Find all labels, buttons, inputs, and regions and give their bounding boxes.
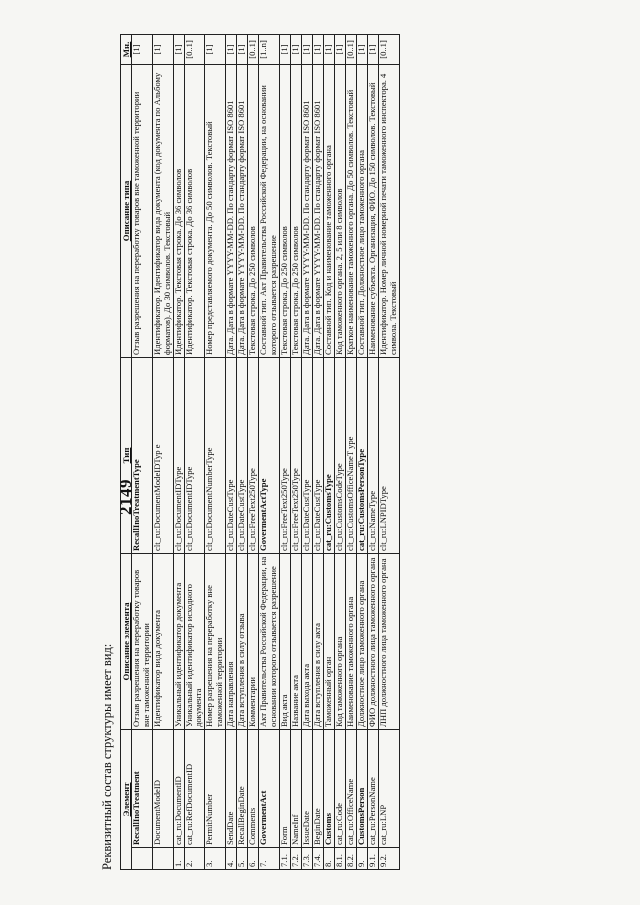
type-cell: clt_ru:CustomsOfficeNameT ype bbox=[345, 357, 356, 553]
element-name-cell: IssueDate bbox=[301, 729, 312, 847]
row-number-cell: 8.2. bbox=[345, 848, 356, 870]
type-cell: clt_ru:DateCustType bbox=[301, 357, 312, 553]
element-desc-cell: Код таможенного органа bbox=[334, 553, 345, 729]
element-name-cell: cat_ru:OfficeName bbox=[345, 729, 356, 847]
element-name-cell: NameInf bbox=[290, 729, 301, 847]
element-name-cell: cat_ru:DocumentID bbox=[173, 729, 184, 847]
table-body bbox=[132, 34, 400, 869]
row-number-cell: 2. bbox=[184, 848, 205, 870]
type-desc-cell: Номер представляемого документа. До 50 символов. Текстовый bbox=[205, 64, 226, 357]
row-number-cell: 8. bbox=[323, 848, 334, 870]
header-type-desc: Описание типа bbox=[121, 64, 132, 357]
row-number-cell: 8.1. bbox=[334, 848, 345, 870]
type-cell: clt_ru:FreeText250Type bbox=[279, 357, 290, 553]
header-element-desc: Описание элемента bbox=[121, 553, 132, 729]
element-name-cell: cat_ru:Code bbox=[334, 729, 345, 847]
row-number-cell bbox=[132, 848, 153, 870]
type-cell: cat_ru:CustomsPersonType bbox=[356, 357, 367, 553]
type-desc-cell: Составной тип. Должностное лицо таможенного органа bbox=[356, 64, 367, 357]
type-desc-cell: Наименование субъекта. Организация, ФИО. До 150 символов. Текстовый bbox=[367, 64, 378, 357]
type-cell: clt_ru:DocumentModeIDTyp e bbox=[152, 357, 173, 553]
table-row bbox=[205, 34, 226, 869]
row-number-cell: 9.2. bbox=[378, 848, 399, 870]
type-desc-cell: Идентификатор. Номер личной номерной печати таможенного инспектора. 4 символа. Текстовый bbox=[378, 64, 399, 357]
table-row bbox=[132, 34, 153, 869]
table-row bbox=[290, 34, 301, 869]
type-cell: clt_ru:CustomsCodeType bbox=[334, 357, 345, 553]
row-number-cell: 3. bbox=[205, 848, 226, 870]
element-name-cell: CustomsPerson bbox=[356, 729, 367, 847]
table-row bbox=[334, 34, 345, 869]
multiplicity-cell: [0..1] bbox=[248, 34, 259, 64]
multiplicity-cell: [1] bbox=[290, 34, 301, 64]
element-desc-cell: Таможенный орган bbox=[323, 553, 334, 729]
element-desc-cell: Наименование таможенного органа bbox=[345, 553, 356, 729]
element-name-cell: RecallInoTreatment bbox=[132, 729, 153, 847]
element-name-cell: PermitNumber bbox=[205, 729, 226, 847]
element-name-cell: cat_ru:RefDocumentID bbox=[184, 729, 205, 847]
element-desc-cell: Отзыв разрешения на переработку товаров вне таможенной территории bbox=[132, 553, 153, 729]
type-cell: cat_ru:CustomsType bbox=[323, 357, 334, 553]
table-row bbox=[279, 34, 290, 869]
element-desc-cell: Дата вступления в силу отзыва bbox=[237, 553, 248, 729]
multiplicity-cell: [0..1] bbox=[345, 34, 356, 64]
type-cell: clt_ru:NameType bbox=[367, 357, 378, 553]
row-number-cell bbox=[152, 848, 173, 870]
type-desc-cell: Текстовая строка. До 250 символов bbox=[290, 64, 301, 357]
multiplicity-cell: [0..1] bbox=[378, 34, 399, 64]
row-number-cell: 1. bbox=[173, 848, 184, 870]
table-row bbox=[356, 34, 367, 869]
type-desc-cell: Дата. Дата в формате YYYY-MM-DD. По стандарту формат ISO 8601 bbox=[312, 64, 323, 357]
element-desc-cell: Вид акта bbox=[279, 553, 290, 729]
table-row bbox=[184, 34, 205, 869]
header-type: Тип bbox=[121, 357, 132, 553]
multiplicity-cell: [1] bbox=[237, 34, 248, 64]
row-number-cell: 6. bbox=[248, 848, 259, 870]
element-desc-cell: Дата выхода акта bbox=[301, 553, 312, 729]
element-name-cell: RecallBeginDate bbox=[237, 729, 248, 847]
header-element: Элемент bbox=[121, 729, 132, 869]
type-cell: clt_ru:DateCustType bbox=[312, 357, 323, 553]
multiplicity-cell: [1] bbox=[173, 34, 184, 64]
element-desc-cell: Номер разрешения на переработку вне таможенной территории bbox=[205, 553, 226, 729]
multiplicity-cell: [1] bbox=[205, 34, 226, 64]
multiplicity-cell: [1] bbox=[132, 34, 153, 64]
requisites-table bbox=[120, 34, 400, 870]
multiplicity-cell: [1] bbox=[323, 34, 334, 64]
type-desc-cell: Текстовая строка. До 250 символов bbox=[279, 64, 290, 357]
type-cell: clt_ru:DocumentIDType bbox=[184, 357, 205, 553]
type-desc-cell: Отзыв разрешения на переработку товаров вне таможенной территории bbox=[132, 64, 153, 357]
element-name-cell: BeginDate bbox=[312, 729, 323, 847]
type-desc-cell: Идентификатор. Идентификатор вида документа (код документа по Альбому форматов). До 30 символов. Текстовый bbox=[152, 64, 173, 357]
type-desc-cell: Дата. Дата в формате YYYY-MM-DD. По стандарту формат ISO 8601 bbox=[301, 64, 312, 357]
element-desc-cell: Название акта bbox=[290, 553, 301, 729]
row-number-cell: 9.1. bbox=[367, 848, 378, 870]
element-desc-cell: Дата направления bbox=[226, 553, 237, 729]
header-min: Мн. bbox=[121, 34, 132, 64]
table-row bbox=[237, 34, 248, 869]
table-row bbox=[323, 34, 334, 869]
element-desc-cell: Комментарии bbox=[248, 553, 259, 729]
type-desc-cell: Краткое наименование таможенного органа. До 50 символов. Текстовый bbox=[345, 64, 356, 357]
type-desc-cell: Текстовая строка. До 250 символов bbox=[248, 64, 259, 357]
element-desc-cell: Акт Правительства Российской Федерации, на основании которого отзывается разрешение bbox=[259, 553, 280, 729]
table-row bbox=[259, 34, 280, 869]
intro-text: Реквизитный состав структуры имеет вид: bbox=[100, 643, 114, 870]
row-number-cell: 4. bbox=[226, 848, 237, 870]
row-number-cell: 9. bbox=[356, 848, 367, 870]
multiplicity-cell: [1] bbox=[334, 34, 345, 64]
row-number-cell: 7.1. bbox=[279, 848, 290, 870]
multiplicity-cell: [1] bbox=[367, 34, 378, 64]
multiplicity-cell: [1] bbox=[152, 34, 173, 64]
multiplicity-cell: [1] bbox=[312, 34, 323, 64]
multiplicity-cell: [1] bbox=[356, 34, 367, 64]
type-cell: clt_ru:DateCustType bbox=[226, 357, 237, 553]
element-name-cell: Comments bbox=[248, 729, 259, 847]
element-desc-cell: Идентификатор вида документа bbox=[152, 553, 173, 729]
element-name-cell: cat_ru:LNP bbox=[378, 729, 399, 847]
table-row bbox=[152, 34, 173, 869]
element-desc-cell: Уникальный идентификатор документа bbox=[173, 553, 184, 729]
row-number-cell: 7.4. bbox=[312, 848, 323, 870]
table-row bbox=[226, 34, 237, 869]
element-desc-cell: ЛНП должностного лица таможенного органа bbox=[378, 553, 399, 729]
type-cell: RecallInoTreatmentType bbox=[132, 357, 153, 553]
table-row bbox=[173, 34, 184, 869]
table-row bbox=[345, 34, 356, 869]
element-name-cell: GovermentAct bbox=[259, 729, 280, 847]
multiplicity-cell: [1] bbox=[301, 34, 312, 64]
table-row bbox=[312, 34, 323, 869]
row-number-cell: 7.3. bbox=[301, 848, 312, 870]
element-name-cell: SendDate bbox=[226, 729, 237, 847]
multiplicity-cell: [1..n] bbox=[259, 34, 280, 64]
element-desc-cell: Должностное лицо таможенного органа bbox=[356, 553, 367, 729]
table-header-row bbox=[121, 34, 132, 869]
element-name-cell: cat_ru:PersonName bbox=[367, 729, 378, 847]
type-cell: clt_ru:LNPIDType bbox=[378, 357, 399, 553]
page-number: 2149 bbox=[116, 479, 135, 515]
rotated-page bbox=[98, 35, 598, 870]
type-desc-cell: Идентификатор. Текстовая строка. До 36 символов bbox=[173, 64, 184, 357]
multiplicity-cell: [0..1] bbox=[184, 34, 205, 64]
multiplicity-cell: [1] bbox=[279, 34, 290, 64]
element-name-cell: Customs bbox=[323, 729, 334, 847]
type-cell: clt_ru:DocumentNumberType bbox=[205, 357, 226, 553]
table-row bbox=[367, 34, 378, 869]
type-desc-cell: Составной тип. Акт Правительства Российской Федерации, на основании которого отзывается разрешение bbox=[259, 64, 280, 357]
type-desc-cell: Идентификатор. Текстовая строка. До 36 символов bbox=[184, 64, 205, 357]
type-cell: clt_ru:DateCustType bbox=[237, 357, 248, 553]
element-name-cell: DocumentModeID bbox=[152, 729, 173, 847]
type-desc-cell: Дата. Дата в формате YYYY-MM-DD. По стандарту формат ISO 8601 bbox=[226, 64, 237, 357]
table-row bbox=[301, 34, 312, 869]
type-desc-cell: Дата. Дата в формате YYYY-MM-DD. По стандарту формат ISO 8601 bbox=[237, 64, 248, 357]
row-number-cell: 7.2. bbox=[290, 848, 301, 870]
table-row bbox=[378, 34, 399, 869]
type-cell: GovermentActType bbox=[259, 357, 280, 553]
row-number-cell: 7. bbox=[259, 848, 280, 870]
type-cell: clt_ru:FreeText250Type bbox=[290, 357, 301, 553]
type-desc-cell: Составной тип. Код и наименование таможенного органа bbox=[323, 64, 334, 357]
multiplicity-cell: [1] bbox=[226, 34, 237, 64]
type-cell: clt_ru:DocumentIDType bbox=[173, 357, 184, 553]
type-desc-cell: Код таможенного органа. 2, 5 или 8 символов bbox=[334, 64, 345, 357]
row-number-cell: 5. bbox=[237, 848, 248, 870]
table-row bbox=[248, 34, 259, 869]
type-cell: clt_ru:FreeText250Type bbox=[248, 357, 259, 553]
element-name-cell: Form bbox=[279, 729, 290, 847]
element-desc-cell: Дата вступления в силу акта bbox=[312, 553, 323, 729]
element-desc-cell: ФИО должностного лица таможенного органа bbox=[367, 553, 378, 729]
element-desc-cell: Уникальный идентификатор исходного документа bbox=[184, 553, 205, 729]
